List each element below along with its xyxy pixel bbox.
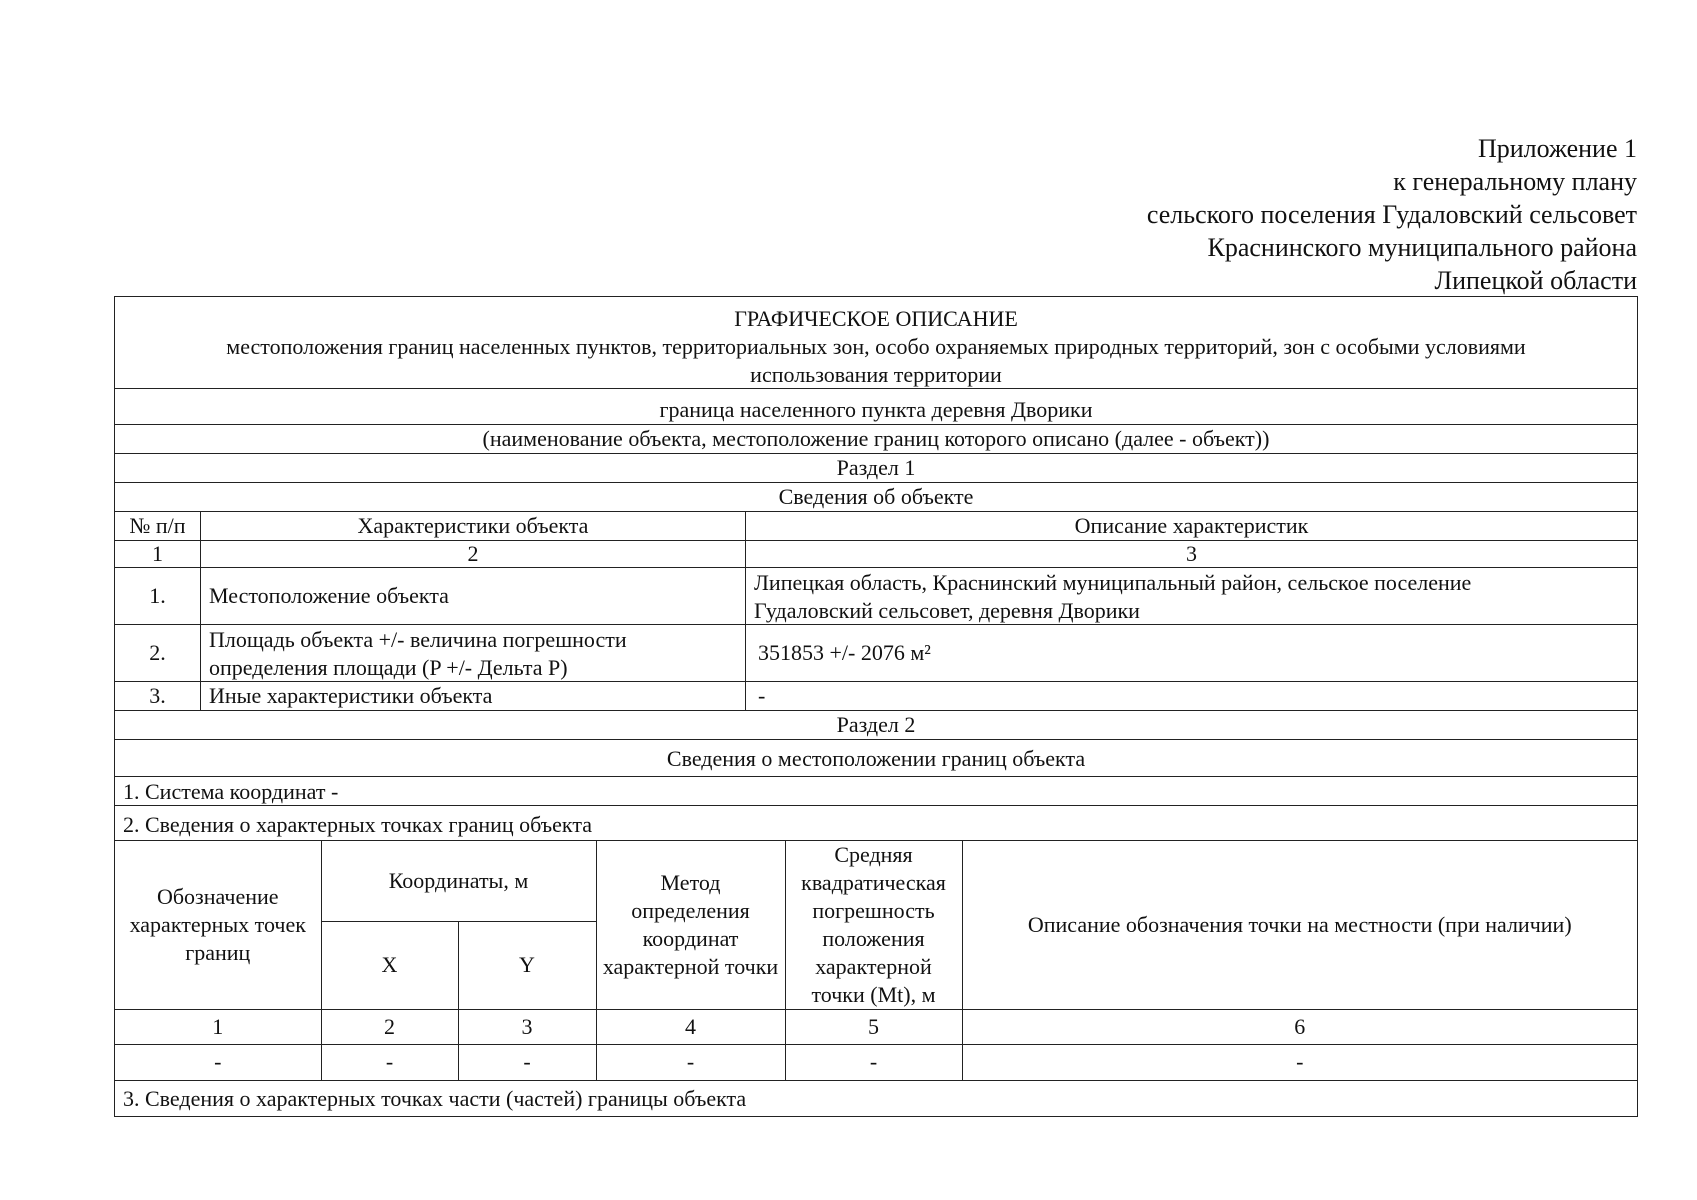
section1-row-3 — [115, 682, 1637, 711]
document-title: ГРАФИЧЕСКОЕ ОПИСАНИЕ — [734, 306, 1018, 331]
annex-line-3: сельского поселения Гудаловский сельсовет — [1146, 200, 1637, 229]
header-error: Средняя квадратическая погрешность положения характерной точки (Mt), м — [785, 841, 962, 1010]
description-table — [114, 296, 1638, 1117]
section1-column-numbers — [115, 541, 1637, 568]
points-col-number: 1 — [115, 1010, 321, 1045]
section1-column-headers — [115, 512, 1637, 541]
points-table-wrap — [115, 841, 1637, 1081]
point-method: - — [596, 1045, 785, 1080]
object-name: граница населенного пункта деревня Дворики — [115, 389, 1637, 425]
object-note: (наименование объекта, местоположение границ которого описано (далее - объект)) — [115, 425, 1637, 454]
header-y: Y — [458, 921, 596, 1009]
points-title: 2. Сведения о характерных точках границ объекта — [115, 806, 1637, 841]
part-points-title: 3. Сведения о характерных точках части (частей) границы объекта — [123, 1085, 747, 1111]
row-2-value: 351853 +/- 2076 м² — [758, 640, 931, 665]
section1-row-2 — [115, 625, 1637, 682]
section1-row-1 — [115, 568, 1637, 625]
row-2-name: Площадь объекта +/- величина погрешности определения площади (P +/- Дельта P) — [201, 625, 746, 681]
header-method: Метод определения координат характерной точки — [596, 841, 785, 1010]
header-x: X — [321, 921, 458, 1009]
row-1-name: Местоположение объекта — [201, 568, 746, 624]
point-designation: - — [115, 1045, 321, 1080]
row-3-name: Иные характеристики объекта — [201, 682, 746, 710]
points-col-number: 4 — [596, 1010, 785, 1045]
header-description: Описание обозначения точки на местности (при наличии) — [962, 841, 1637, 1010]
section2-subtitle: Сведения о местоположении границ объекта — [115, 740, 1637, 777]
document-subtitle: местоположения границ населенных пунктов, территориальных зон, особо охраняемых природных территорий, зон с особыми условиями использования территории — [226, 334, 1526, 387]
row-3-num: 3. — [115, 682, 201, 710]
points-col-number: 2 — [321, 1010, 458, 1045]
coord-system: 1. Система координат - — [115, 777, 1637, 806]
header-designation: Обозначение характерных точек границ — [115, 841, 321, 1010]
section1-title: Раздел 1 — [115, 454, 1637, 483]
row-1-value: Липецкая область, Краснинский муниципальный район, сельское поселение Гудаловский сельсовет, деревня Дворики — [754, 570, 1472, 623]
annex-line-5: Липецкой области — [1434, 266, 1637, 295]
col-number-3: 3 — [1186, 541, 1197, 566]
section1-subtitle: Сведения об объекте — [115, 483, 1637, 512]
row-3-value: - — [758, 683, 766, 708]
annex-line-4: Краснинского муниципального района — [1207, 233, 1637, 262]
points-col-number: 5 — [785, 1010, 962, 1045]
col-header-characteristics: Характеристики объекта — [201, 512, 746, 540]
table-row — [115, 1045, 1637, 1080]
point-y: - — [458, 1045, 596, 1080]
col-header-description: Описание характеристик — [1074, 513, 1309, 538]
point-description: - — [962, 1045, 1637, 1080]
col-header-num: № п/п — [115, 512, 201, 540]
col-number-2: 2 — [201, 541, 746, 567]
row-2-num: 2. — [115, 625, 201, 681]
row-1-num: 1. — [115, 568, 201, 624]
annex-header — [1147, 132, 1637, 297]
point-x: - — [321, 1045, 458, 1080]
points-col-number: 3 — [458, 1010, 596, 1045]
points-column-numbers — [115, 1010, 1637, 1045]
points-col-number: 6 — [962, 1010, 1637, 1045]
header-coordinates: Координаты, м — [321, 841, 596, 921]
title-block — [115, 297, 1637, 389]
annex-line-1: Приложение 1 — [1477, 134, 1637, 163]
points-table — [115, 841, 1637, 1080]
col-number-1: 1 — [115, 541, 201, 567]
annex-line-2: к генеральному плану — [1393, 167, 1637, 196]
point-error: - — [785, 1045, 962, 1080]
section2-title: Раздел 2 — [115, 711, 1637, 740]
